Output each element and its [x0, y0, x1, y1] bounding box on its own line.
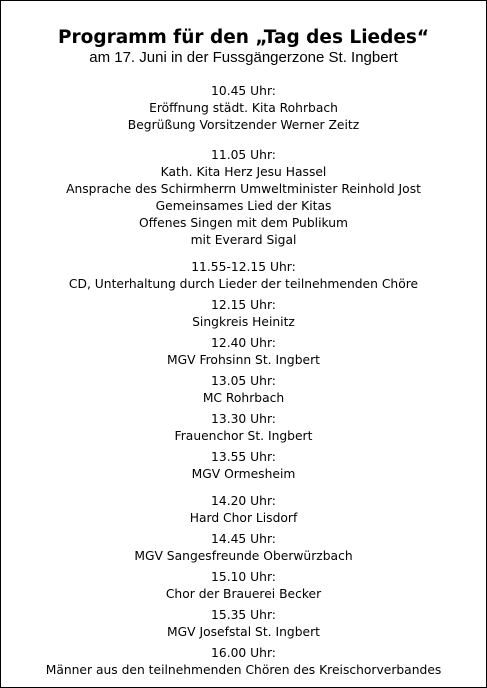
program-entry: Eröffnung städt. Kita Rohrbach: [149, 101, 338, 115]
program-time: 15.10 Uhr:: [211, 570, 276, 584]
program-entry: Offenes Singen mit dem Publikum: [138, 216, 348, 230]
program-time: 14.45 Uhr:: [211, 532, 276, 546]
program-time: 12.40 Uhr:: [211, 336, 276, 350]
page-title: Programm für den „Tag des Liedes“: [57, 27, 430, 48]
program-entry: Singkreis Heinitz: [192, 315, 295, 329]
program-entry: CD, Unterhaltung durch Lieder der teilnehmenden Chöre: [68, 277, 419, 291]
program-entry: MGV Josefstal St. Ingbert: [167, 625, 320, 639]
program-time: 13.30 Uhr:: [211, 412, 276, 426]
program-entry: Gemeinsames Lied der Kitas: [155, 199, 332, 213]
program-time: 16.00 Uhr:: [211, 646, 276, 660]
program-time: 13.55 Uhr:: [211, 450, 276, 464]
program-entry: MGV Sangesfreunde Oberwürzbach: [134, 549, 353, 563]
program-entry: Hard Chor Lisdorf: [189, 511, 298, 525]
program-entry: MGV Ormesheim: [191, 467, 296, 481]
program-time: 10.45 Uhr:: [211, 84, 276, 98]
program-entry: MC Rohrbach: [202, 391, 285, 405]
program-time: 13.05 Uhr:: [211, 374, 276, 388]
program-time: 11.55-12.15 Uhr:: [191, 260, 296, 274]
program-entry: mit Everard Sigal: [190, 233, 297, 247]
program-entry: Begrüßung Vorsitzender Werner Zeitz: [127, 118, 360, 132]
page-subtitle: am 17. Juni in der Fussgängerzone St. Ingbert: [89, 49, 398, 66]
program-time: 12.15 Uhr:: [211, 298, 276, 312]
program-entry: Männer aus den teilnehmenden Chören des Kreischorverbandes: [45, 663, 442, 677]
program-entry: Ansprache des Schirmherrn Umweltminister Reinhold Jost: [66, 182, 421, 196]
program-time: 11.05 Uhr:: [211, 148, 276, 162]
program-entry: Chor der Brauerei Becker: [165, 587, 322, 601]
program-time: 15.35 Uhr:: [211, 608, 276, 622]
program-time: 14.20 Uhr:: [211, 494, 276, 508]
program-entry: Frauenchor St. Ingbert: [174, 429, 313, 443]
program-entry: MGV Frohsinn St. Ingbert: [167, 353, 320, 367]
program-entry: Kath. Kita Herz Jesu Hassel: [160, 165, 327, 179]
